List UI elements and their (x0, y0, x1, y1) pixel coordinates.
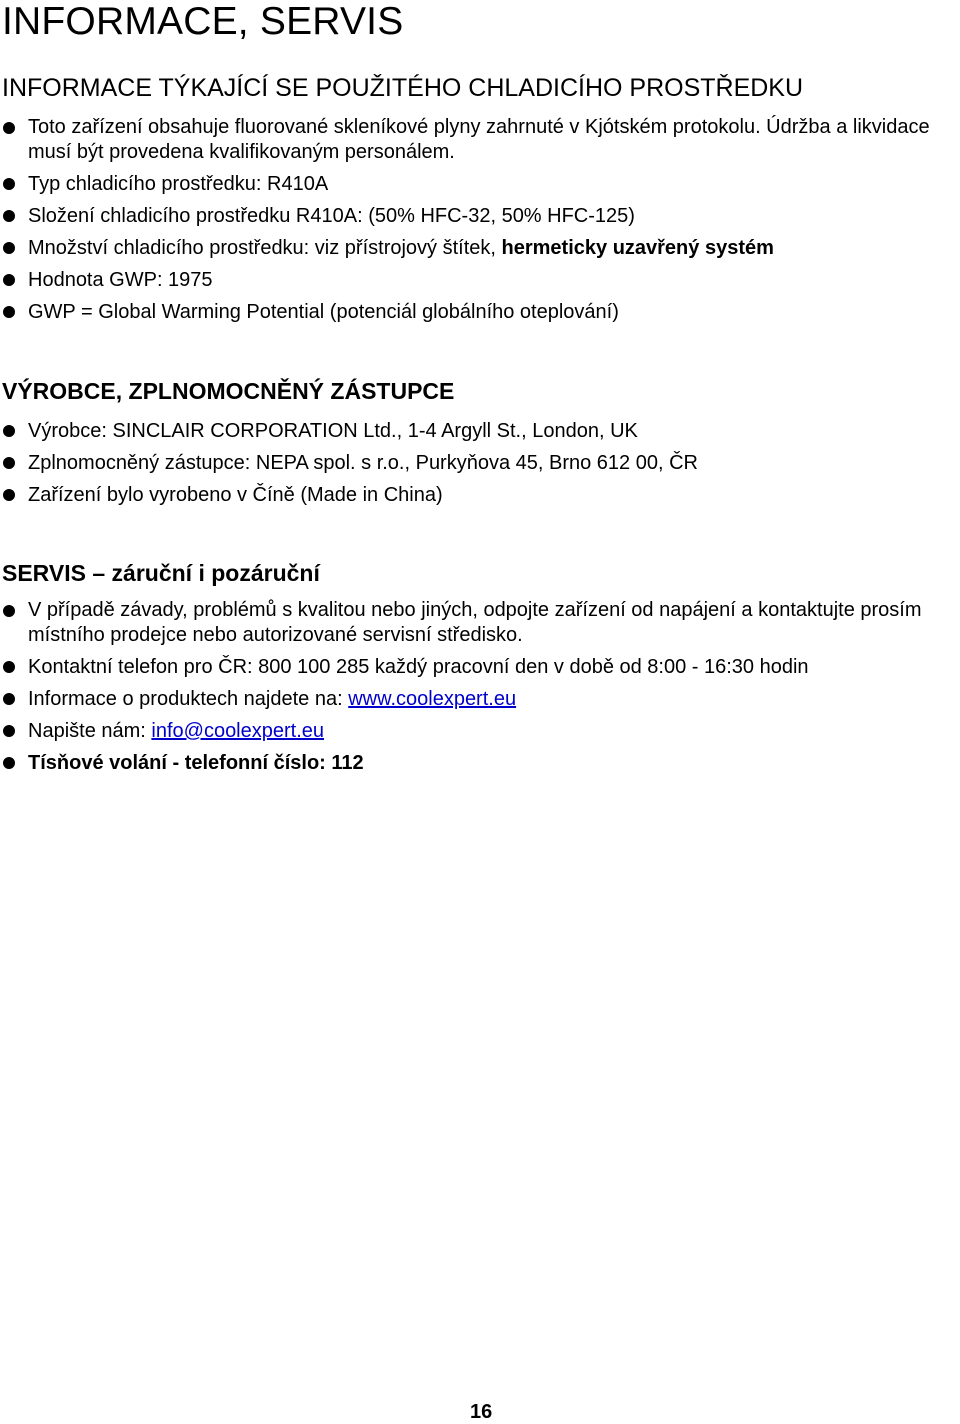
bullet-icon (3, 210, 15, 222)
list-item: GWP = Global Warming Potential (potenciál globálního oteplování) (0, 299, 960, 325)
list-item: Složení chladicího prostředku R410A: (50% HFC-32, 50% HFC-125) (0, 203, 960, 229)
list-item: Typ chladicího prostředku: R410A (0, 171, 960, 197)
manufacturer-heading: VÝROBCE, ZPLNOMOCNĚNÝ ZÁSTUPCE (2, 378, 455, 404)
bullet-icon (3, 605, 15, 617)
website-link[interactable]: www.coolexpert.eu (348, 688, 517, 710)
bullet-icon (3, 242, 15, 254)
bullet-icon (3, 757, 15, 769)
bullet-icon (3, 693, 15, 705)
page-number: 16 (470, 1401, 493, 1423)
list-item: Napište nám: info@coolexpert.eu (0, 718, 960, 744)
list-item: Zařízení bylo vyrobeno v Číně (Made in China) (0, 482, 960, 508)
page-title: INFORMACE, SERVIS (2, 0, 404, 43)
bullet-icon (3, 178, 15, 190)
emergency-number: Tísňové volání - telefonní číslo: 112 (28, 752, 364, 774)
refrigerant-list (0, 115, 960, 331)
manufacturer-list (0, 418, 960, 514)
list-item: Kontaktní telefon pro ČR: 800 100 285 každý pracovní den v době od 8:00 - 16:30 hodin (0, 654, 960, 680)
bullet-icon (3, 274, 15, 286)
bullet-icon (3, 122, 15, 134)
sealed-system-text: hermeticky uzavřený systém (501, 237, 774, 259)
bullet-icon (3, 457, 15, 469)
list-item: Zplnomocněný zástupce: NEPA spol. s r.o., Purkyňova 45, Brno 612 00, ČR (0, 450, 960, 476)
list-item (0, 750, 960, 776)
list-item: Výrobce: SINCLAIR CORPORATION Ltd., 1-4 Argyll St., London, UK (0, 418, 960, 444)
list-item: Toto zařízení obsahuje fluorované skleníkové plyny zahrnuté v Kjótském protokolu. Údržba a likvidace musí být provedena kvalifikovaným personálem. (0, 115, 960, 165)
email-link[interactable]: info@coolexpert.eu (151, 720, 325, 742)
list-item: Informace o produktech najdete na: www.coolexpert.eu (0, 686, 960, 712)
list-item: Hodnota GWP: 1975 (0, 267, 960, 293)
service-list (0, 598, 960, 782)
list-item: V případě závady, problémů s kvalitou nebo jiných, odpojte zařízení od napájení a kontaktujte prosím místního prodejce nebo autorizované servisní středisko. (0, 598, 960, 648)
bullet-icon (3, 425, 15, 437)
bullet-icon (3, 489, 15, 501)
list-item: Množství chladicího prostředku: viz přístrojový štítek, hermeticky uzavřený systém (0, 235, 960, 261)
bullet-icon (3, 306, 15, 318)
refrigerant-heading: INFORMACE TÝKAJÍCÍ SE POUŽITÉHO CHLADICÍHO PROSTŘEDKU (2, 74, 804, 102)
service-heading: SERVIS – záruční i pozáruční (2, 560, 320, 586)
bullet-icon (3, 661, 15, 673)
bullet-icon (3, 725, 15, 737)
